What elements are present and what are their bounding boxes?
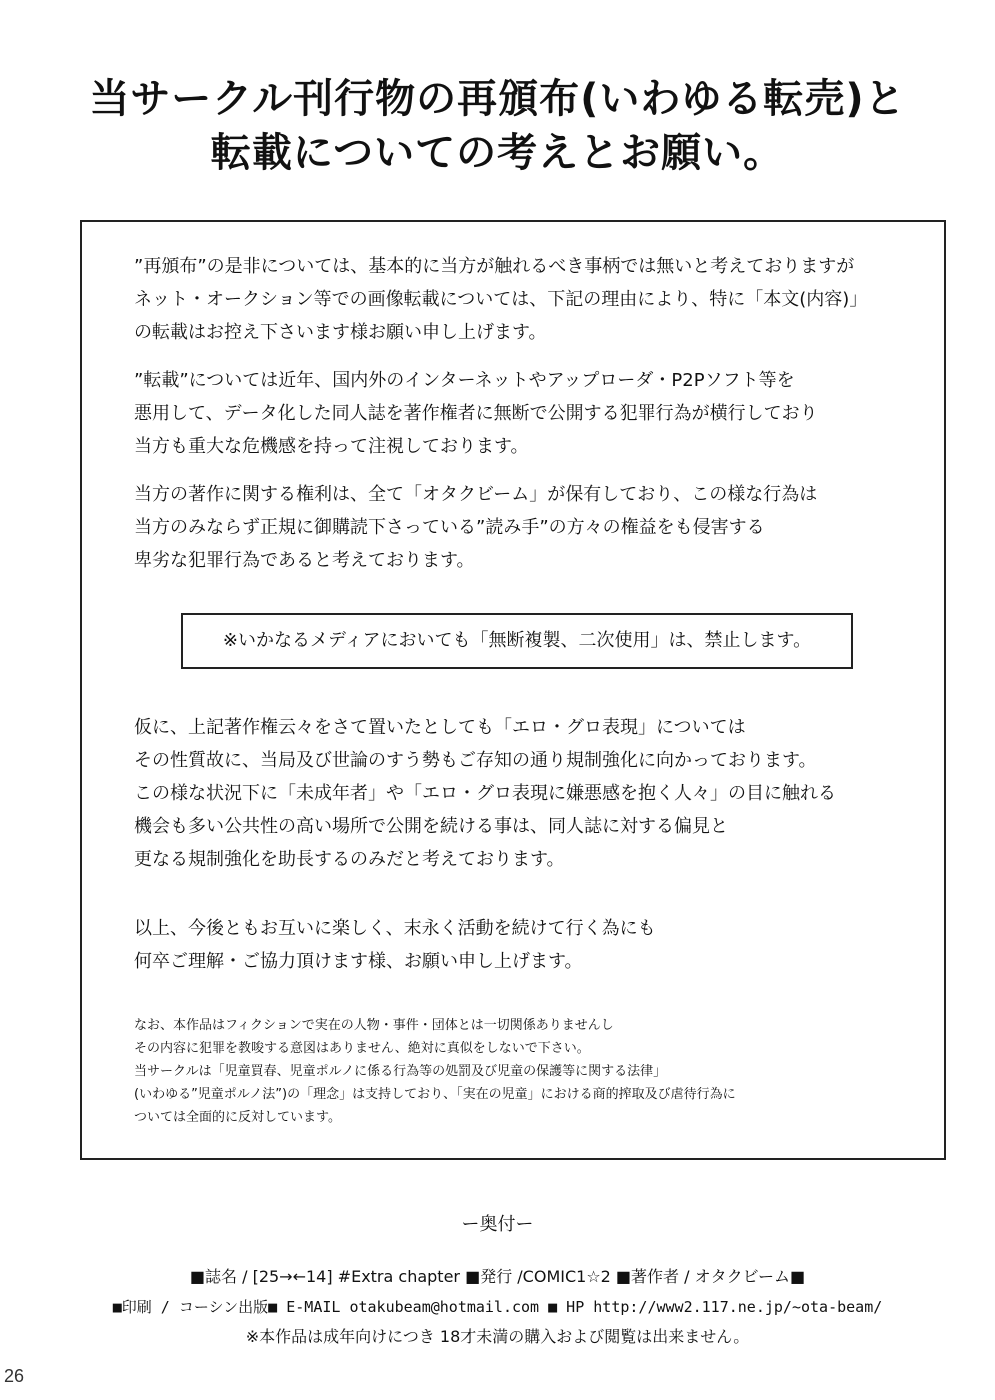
disclaimer [134,1014,736,1129]
paragraph-line: ”再頒布”の是非については、基本的に当方が触れるべき事柄では無いと考えておりますが [134,256,855,277]
paragraph-line: 更なる規制強化を助長するのみだと考えております。 [134,849,565,870]
disclaimer-line: なお、本作品はフィクションで実在の人物・事件・団体とは一切関係ありませんし [134,1018,614,1033]
paragraph-line: 何卒ご理解・ご協力頂けます様、お願い申し上げます。 [134,951,583,972]
prohibition-notice: ※いかなるメディアにおいても「無断複製、二次使用」は、禁止します。 [181,613,853,669]
paragraph-line: 機会も多い公共性の高い場所で公開を続ける事は、同人誌に対する偏見と [134,816,728,837]
page-number: 26 [4,1366,25,1386]
paragraph-copyright [134,478,817,577]
colophon-heading: ー奥付ー [461,1214,534,1235]
paragraph-regulation [134,711,836,876]
disclaimer-line: (いわゆる”児童ポルノ法”)の「理念」は支持しており、「実在の児童」における商的搾取及び虐待行為に [134,1087,736,1102]
colophon-line-title: ■誌名 / [25→←14] #Extra chapter ■発行 /COMIC1☆2 ■著作者 / オタクビーム■ [189,1267,806,1286]
paragraph-line: 以上、今後ともお互いに楽しく、末永く活動を続けて行く為にも [134,918,656,939]
paragraph-reposting [134,364,818,463]
paragraph-line: 当方のみならず正規に御購読下さっている”読み手”の方々の権益をも侵害する [134,517,765,538]
colophon-line-age-notice: ※本作品は成年向けにつき 18才未満の購入および閲覧は出来ません。 [245,1327,750,1346]
paragraph-redistribution [134,250,867,349]
disclaimer-line: 当サークルは「児童買春、児童ポルノに係る行為等の処罰及び児童の保護等に関する法律」 [134,1064,667,1079]
paragraph-line: ”転載”については近年、国内外のインターネットやアップローダ・P2Pソフト等を [134,370,795,391]
disclaimer-line: ついては全面的に反対しています。 [134,1110,341,1125]
paragraph-closing [134,912,656,978]
paragraph-line: 当方も重大な危機感を持って注視しております。 [134,436,529,457]
colophon-line-contact: ■印刷 / コーシン出版■ E-MAIL otakubeam@hotmail.com ■ HP http://www2.117.ne.jp/~ota-beam/ [112,1298,883,1316]
title-line-2: 転載についての考えとお願い。 [210,130,785,176]
disclaimer-line: その内容に犯罪を教唆する意図はありません、絶対に真似をしないで下さい。 [134,1041,590,1056]
paragraph-line: ネット・オークション等での画像転載については、下記の理由により、特に「本文(内容)」 [134,289,868,310]
paragraph-line: この様な状況下に「未成年者」や「エロ・グロ表現に嫌悪感を抱く人々」の目に触れる [134,783,836,804]
colophon [0,1262,995,1352]
title-line-1: 当サークル刊行物の再頒布(いわゆる転売)と [89,76,906,122]
paragraph-line: 悪用して、データ化した同人誌を著作権者に無断で公開する犯罪行為が横行しており [134,403,818,424]
paragraph-line: 仮に、上記著作権云々をさて置いたとしても「エロ・グロ表現」については [134,717,746,738]
paragraph-line: 当方の著作に関する権利は、全て「オタクビーム」が保有しており、この様な行為は [134,484,818,505]
page-title [0,72,995,180]
paragraph-line: その性質故に、当局及び世論のすう勢もご存知の通り規制強化に向かっております。 [134,750,817,771]
paragraph-line: の転載はお控え下さいます様お願い申し上げます。 [134,322,547,343]
paragraph-line: 卑劣な犯罪行為であると考えております。 [134,550,475,571]
